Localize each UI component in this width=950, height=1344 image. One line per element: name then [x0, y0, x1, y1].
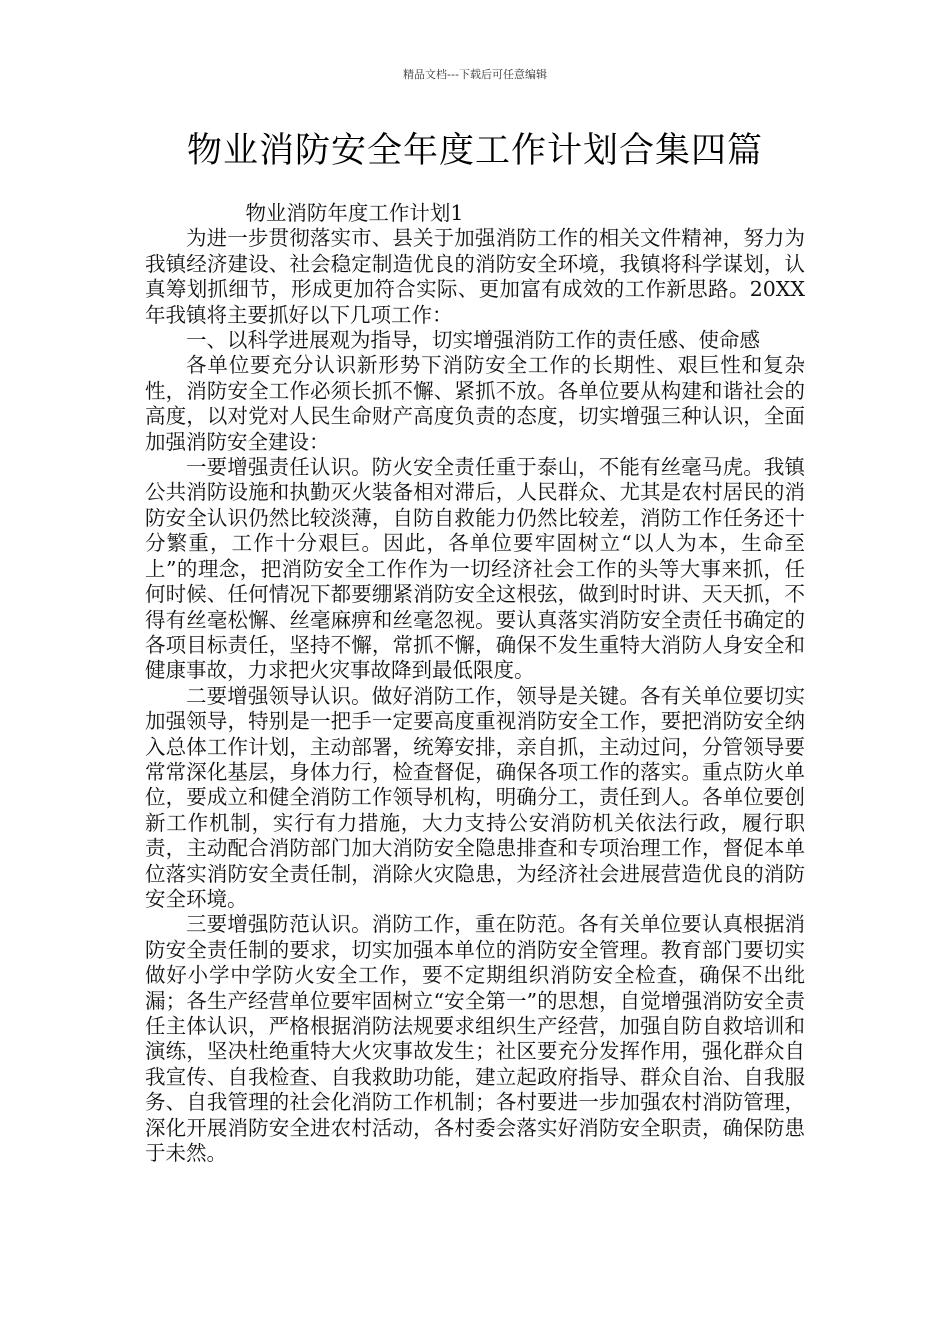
section-subtitle: 物业消防年度工作计划1: [245, 201, 464, 225]
document-title: 物业消防安全年度工作计划合集四篇: [186, 131, 763, 171]
paragraph-intro: 为进一步贯彻落实市、县关于加强消防工作的相关文件精神，努力为我镇经济建设、社会稳定制造优良的消防安全环境，我镇将科学谋划，认真筹划抓细节，形成更加符合实际、更加富有成效的工作新思路。20XX年我镇将主要抓好以下几项工作：: [145, 226, 805, 327]
header-note: 精品文档---下载后可任意编辑: [403, 68, 547, 81]
document-body: [145, 201, 805, 1166]
paragraph-overview: 各单位要充分认识新形势下消防安全工作的长期性、艰巨性和复杂性，消防安全工作必须长抓不懈、紧抓不放。各单位要从构建和谐社会的高度，以对党对人民生命财产高度负责的态度，切实增强三种认识，全面加强消防安全建设：: [145, 353, 805, 454]
paragraph-leadership: 二要增强领导认识。做好消防工作，领导是关键。各有关单位要切实加强领导，特别是一把手一定要高度重视消防安全工作，要把消防安全纳入总体工作计划，主动部署，统筹安排，亲自抓，主动过问，分管领导要常常深化基层，身体力行，检查督促，确保各项工作的落实。重点防火单位，要成立和健全消防工作领导机构，明确分工，责任到人。各单位要创新工作机制，实行有力措施，大力支持公安消防机关依法行政，履行职责，主动配合消防部门加大消防安全隐患排查和专项治理工作，督促本单位落实消防安全责任制，消除火灾隐患，为经济社会进展营造优良的消防安全环境。: [145, 683, 805, 911]
paragraph-prevention: 三要增强防范认识。消防工作，重在防范。各有关单位要认真根据消防安全责任制的要求，切实加强本单位的消防安全管理。教育部门要切实做好小学中学防火安全工作，要不定期组织消防安全检查，确保不出纰漏；各生产经营单位要牢固树立“安全第一”的思想，自觉增强消防安全责任主体认识，严格根据消防法规要求组织生产经营，加强自防自救培训和演练，坚决杜绝重特大火灾事故发生；社区要充分发挥作用，强化群众自我宣传、自我检查、自我救助功能，建立起政府指导、群众自治、自我服务、自我管理的社会化消防工作机制；各村要进一步加强农村消防管理，深化开展消防安全进农村活动，各村委会落实好消防安全职责，确保防患于未然。: [145, 912, 805, 1166]
paragraph-responsibility: 一要增强责任认识。防火安全责任重于泰山，不能有丝毫马虎。我镇公共消防设施和执勤灭火装备相对滞后，人民群众、尤其是农村居民的消防安全认识仍然比较淡薄，自防自救能力仍然比较差，消防工作任务还十分繁重，工作十分艰巨。因此，各单位要牢固树立“以人为本，生命至上”的理念，把消防安全工作作为一切经济社会工作的头等大事来抓，任何时候、任何情况下都要绷紧消防安全这根弦，做到时时讲、天天抓，不得有丝毫松懈、丝毫麻痹和丝毫忽视。要认真落实消防安全责任书确定的各项目标责任，坚持不懈，常抓不懈，确保不发生重特大消防人身安全和健康事故，力求把火灾事故降到最低限度。: [145, 455, 805, 683]
section-heading-1: 一、以科学进展观为指导，切实增强消防工作的责任感、使命感: [186, 328, 760, 353]
